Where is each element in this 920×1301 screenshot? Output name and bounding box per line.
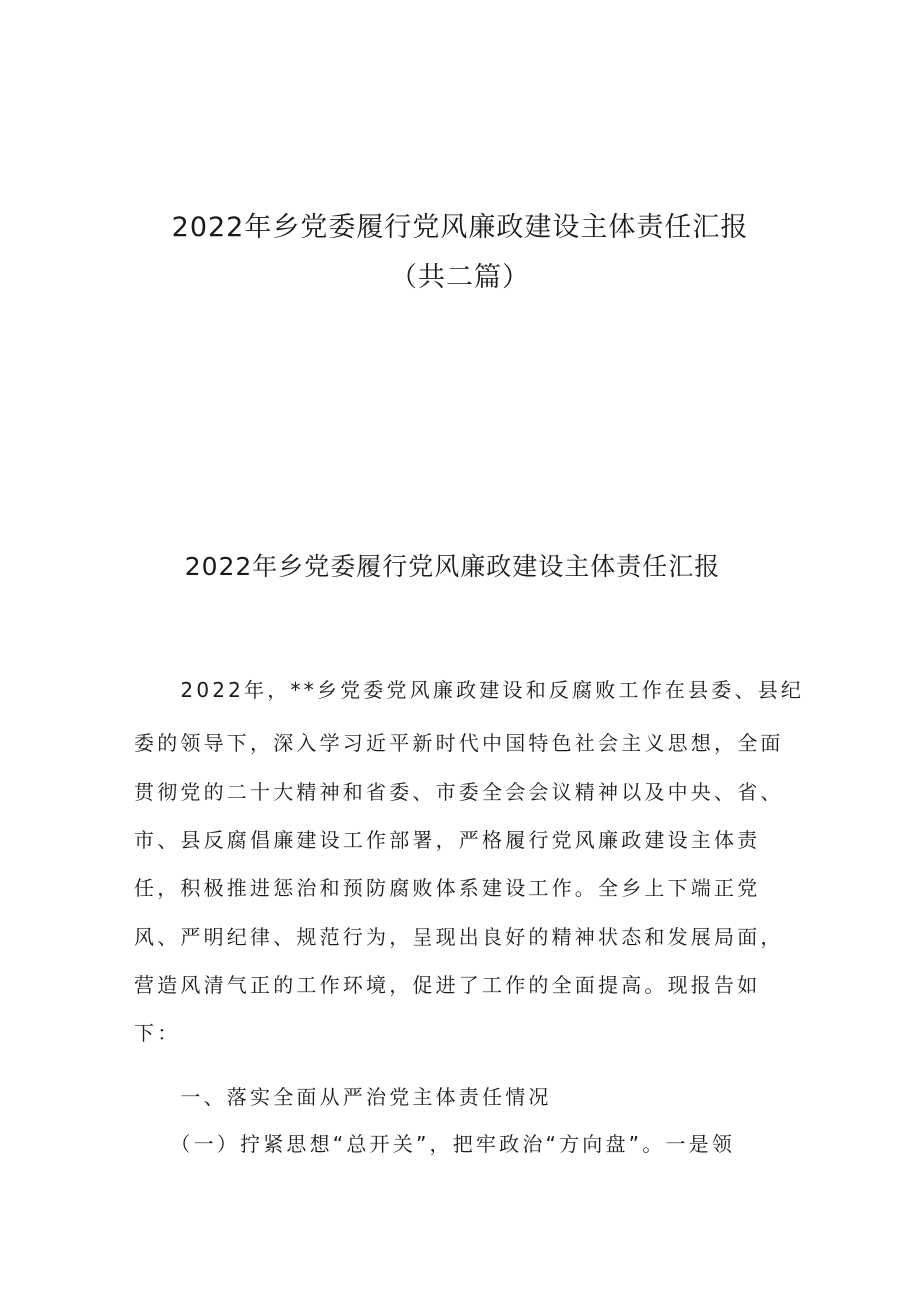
section-heading: 2022年乡党委履行党风廉政建设主体责任汇报 [184,552,721,581]
paragraph-line: 2022年，**乡党委党风廉政建设和反腐败工作在县委、县纪 [134,678,805,702]
paragraph-line: 委的领导下，深入学习近平新时代中国特色社会主义思想，全面 [134,731,784,755]
paragraph-line: 市、县反腐倡廉建设工作部署，严格履行党风廉政建设主体责 [134,828,761,852]
paragraph-line: 营造风清气正的工作环境，促进了工作的全面提高。现报告如 [134,973,761,997]
paragraph-line: 贯彻党的二十大精神和省委、市委全会会议精神以及中央、省、 [134,780,784,804]
document-subtitle: （共二篇） [390,262,530,293]
subheading-1: 一、落实全面从严治党主体责任情况 [134,1085,552,1109]
paragraph-line: 风、严明纪律、规范行为，呈现出良好的精神状态和发展局面， [134,925,784,949]
subheading-2: （一）拧紧思想“总开关”，把牢政治“方向盘”。一是领 [134,1132,736,1156]
document-title: 2022年乡党委履行党风廉政建设主体责任汇报 [171,212,749,243]
paragraph-line: 下： [134,1021,181,1045]
paragraph-line: 任，积极推进惩治和预防腐败体系建设工作。全乡上下端正党 [134,876,761,900]
